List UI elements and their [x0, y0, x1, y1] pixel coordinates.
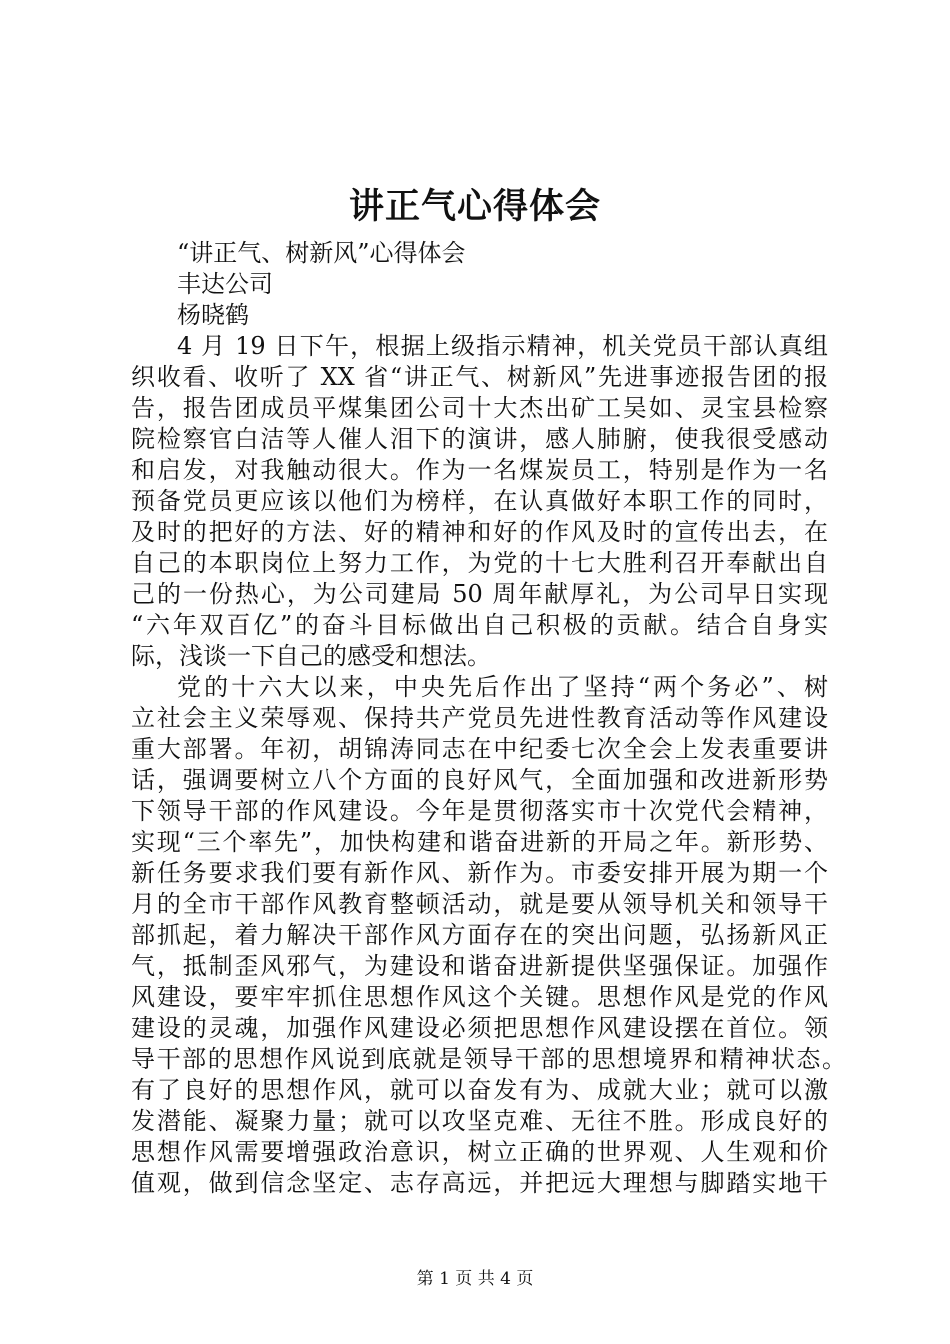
text-line: 值观，做到信念坚定、志存高远，并把远大理想与脚踏实地干	[131, 1169, 828, 1197]
text-line: 己的一份热心，为公司建局 50 周年献厚礼，为公司早日实现	[131, 580, 828, 608]
subtitle-line: “讲正气、树新风”心得体会	[177, 239, 466, 267]
text-line: 自己的本职岗位上努力工作，为党的十七大胜利召开奉献出自	[131, 549, 828, 577]
text-line: 立社会主义荣辱观、保持共产党员先进性教育活动等作风建设	[131, 704, 828, 732]
page-footer: 第 1 页 共 4 页	[416, 1269, 534, 1289]
text-line: 建设的灵魂，加强作风建设必须把思想作风建设摆在首位。领	[131, 1014, 828, 1042]
text-line: 部抓起，着力解决干部作风方面存在的突出问题，弘扬新风正	[131, 921, 828, 949]
text-line: 思想作风需要增强政治意识，树立正确的世界观、人生观和价	[131, 1138, 828, 1166]
text-line: “六年双百亿”的奋斗目标做出自己积极的贡献。结合自身实	[131, 611, 828, 639]
text-line: 有了良好的思想作风，就可以奋发有为、成就大业；就可以激	[131, 1076, 828, 1104]
text-line: 导干部的思想作风说到底就是领导干部的思想境界和精神状态。	[131, 1045, 846, 1073]
text-line: 党的十六大以来，中央先后作出了坚持“两个务必”、树	[177, 673, 828, 701]
text-line: 4 月 19 日下午，根据上级指示精神，机关党员干部认真组	[177, 332, 828, 360]
text-line: 风建设，要牢牢抓住思想作风这个关键。思想作风是党的作风	[131, 983, 828, 1011]
text-line: 发潜能、凝聚力量；就可以攻坚克难、无往不胜。形成良好的	[131, 1107, 828, 1135]
text-line: 新任务要求我们要有新作风、新作为。市委安排开展为期一个	[131, 859, 828, 887]
document-title: 讲正气心得体会	[348, 186, 601, 227]
text-line: 及时的把好的方法、好的精神和好的作风及时的宣传出去，在	[131, 518, 828, 546]
company-line: 丰达公司	[177, 270, 273, 298]
text-line: 和启发，对我触动很大。作为一名煤炭员工，特别是作为一名	[131, 456, 828, 484]
text-line: 织收看、收听了 XX 省“讲正气、树新风”先进事迹报告团的报	[131, 363, 828, 391]
text-line: 际，浅谈一下自己的感受和想法。	[131, 642, 491, 670]
author-line: 杨晓鹤	[177, 301, 249, 329]
text-line: 重大部署。年初，胡锦涛同志在中纪委七次全会上发表重要讲	[131, 735, 828, 763]
text-line: 院检察官白洁等人催人泪下的演讲，感人肺腑，使我很受感动	[131, 425, 828, 453]
text-line: 告，报告团成员平煤集团公司十大杰出矿工吴如、灵宝县检察	[131, 394, 828, 422]
text-line: 气，抵制歪风邪气，为建设和谐奋进新提供坚强保证。加强作	[131, 952, 828, 980]
text-line: 话，强调要树立八个方面的良好风气，全面加强和改进新形势	[131, 766, 828, 794]
text-line: 下领导干部的作风建设。今年是贯彻落实市十次党代会精神，	[131, 797, 828, 825]
text-line: 月的全市干部作风教育整顿活动，就是要从领导机关和领导干	[131, 890, 828, 918]
text-line: 预备党员更应该以他们为榜样，在认真做好本职工作的同时，	[131, 487, 828, 515]
text-line: 实现“三个率先”，加快构建和谐奋进新的开局之年。新形势、	[131, 828, 828, 856]
